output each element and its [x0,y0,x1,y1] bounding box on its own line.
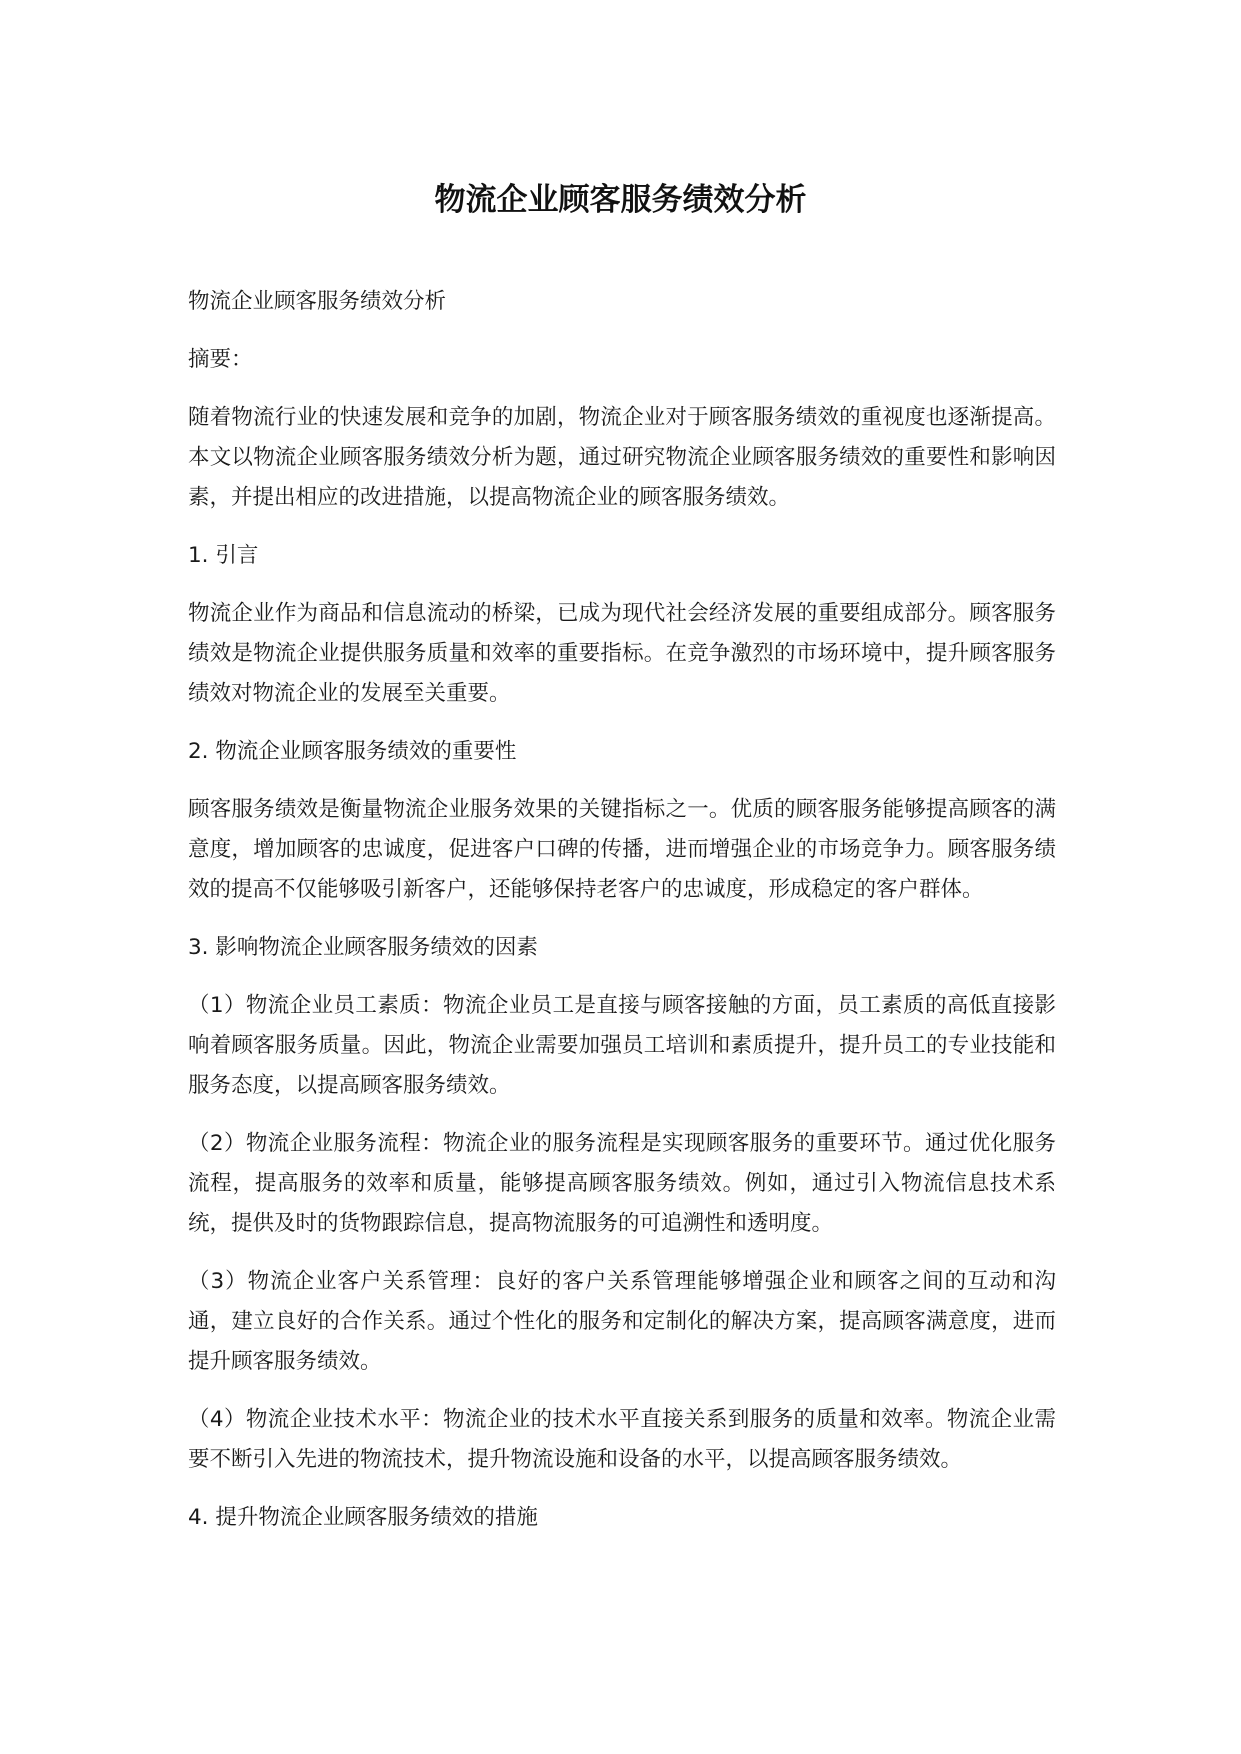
factor-staff-paragraph: （1）物流企业员工素质：物流企业员工是直接与顾客接触的方面，员工素质的高低直接影响着顾客服务质量。因此，物流企业需要加强员工培训和素质提升，提升员工的专业技能和服务态度，以提高顾客服务绩效。 [188,993,1056,1098]
factor-crm-paragraph: （3）物流企业客户关系管理：良好的客户关系管理能够增强企业和顾客之间的互动和沟通，建立良好的合作关系。通过个性化的服务和定制化的解决方案，提高顾客满意度，进而提升顾客服务绩效。 [188,1269,1056,1374]
importance-paragraph: 顾客服务绩效是衡量物流企业服务效果的关键指标之一。优质的顾客服务能够提高顾客的满意度，增加顾客的忠诚度，促进客户口碑的传播，进而增强企业的市场竞争力。顾客服务绩效的提高不仅能够吸引新客户，还能够保持老客户的忠诚度，形成稳定的客户群体。 [188,797,1056,902]
section-heading-factors: 3. 影响物流企业顾客服务绩效的因素 [188,935,538,960]
subtitle-line: 物流企业顾客服务绩效分析 [188,289,447,314]
factor-process-paragraph: （2）物流企业服务流程：物流企业的服务流程是实现顾客服务的重要环节。通过优化服务流程，提高服务的效率和质量，能够提高顾客服务绩效。例如，通过引入物流信息技术系统，提供及时的货物跟踪信息，提高物流服务的可追溯性和透明度。 [188,1131,1056,1236]
section-heading-measures: 4. 提升物流企业顾客服务绩效的措施 [188,1505,538,1530]
factor-technology-paragraph: （4）物流企业技术水平：物流企业的技术水平直接关系到服务的质量和效率。物流企业需要不断引入先进的物流技术，提升物流设施和设备的水平，以提高顾客服务绩效。 [188,1407,1056,1472]
section-heading-introduction: 1. 引言 [188,543,259,568]
document-title: 物流企业顾客服务绩效分析 [434,182,807,218]
section-heading-importance: 2. 物流企业顾客服务绩效的重要性 [188,739,517,764]
introduction-paragraph: 物流企业作为商品和信息流动的桥梁，已成为现代社会经济发展的重要组成部分。顾客服务绩效是物流企业提供服务质量和效率的重要指标。在竞争激烈的市场环境中，提升顾客服务绩效对物流企业的发展至关重要。 [188,601,1056,706]
abstract-heading: 摘要： [188,347,253,372]
document-body [188,282,1056,1556]
abstract-paragraph: 随着物流行业的快速发展和竞争的加剧，物流企业对于顾客服务绩效的重视度也逐渐提高。本文以物流企业顾客服务绩效分析为题，通过研究物流企业顾客服务绩效的重要性和影响因素，并提出相应的改进措施，以提高物流企业的顾客服务绩效。 [188,405,1056,510]
